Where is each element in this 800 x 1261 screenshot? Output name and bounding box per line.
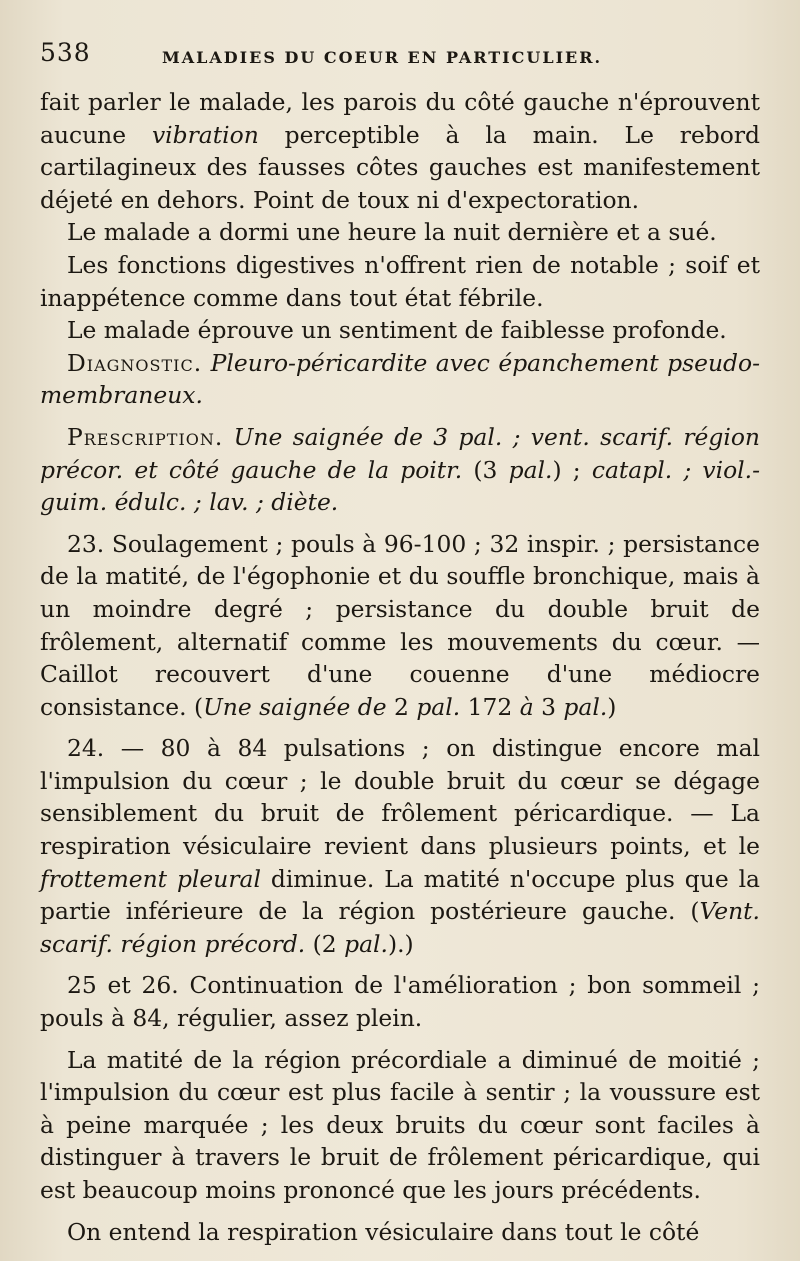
text-run: 2: [386, 692, 417, 721]
paragraph-2: Le malade a dormi une heure la nuit dernière et a sué.: [67, 218, 717, 247]
italic-run: Une saignée de: [203, 692, 387, 721]
prescription-label: Prescription.: [67, 422, 224, 451]
text-run: fait parler le malade, les parois du côté gauche n'éprouvent aucune: [40, 88, 760, 149]
italic-run: Vent. scarif. région précord.: [40, 897, 760, 958]
paragraph-10: La matité de la région précordiale a diminué de moitié ; l'impulsion du cœur est plus facile à sentir ; la voussure est à peine marquée ; les deux bruits du cœur sont faciles à distinguer à travers le bruit de frôlement péricardique, qui est beaucoup moins prononcé que les jours précédents.: [40, 1045, 760, 1204]
text-run: diminue. La matité n'occupe plus que la partie inférieure de la région postérieure gauche. (: [40, 864, 760, 926]
italic-run: pal.: [508, 455, 553, 484]
text-run: ).): [387, 929, 414, 958]
text-run: 172: [460, 692, 520, 721]
italic-run: Une saignée de 3 pal. ; vent. scarif. région précor. et côté gauche de la poitr.: [40, 422, 760, 484]
italic-run: frottement pleural: [40, 864, 261, 893]
paragraph-11: On entend la respiration vésiculaire dans tout le côté: [67, 1217, 700, 1246]
text-run: (3: [462, 455, 509, 484]
italic-run: pal.: [563, 692, 608, 721]
italic-run: pal.: [416, 692, 461, 721]
text-run: ): [607, 692, 617, 721]
page-body: [40, 86, 760, 1248]
text-run: (2: [305, 929, 345, 958]
paragraph-1: [40, 86, 760, 216]
paragraph-4: Le malade éprouve un sentiment de faiblesse profonde.: [67, 316, 727, 345]
text-run: ) ;: [552, 455, 592, 484]
paragraph-diagnostic: [40, 347, 760, 412]
italic-run: vibration: [151, 120, 259, 149]
paragraph-3: Les fonctions digestives n'offrent rien de notable ; soif et inappétence comme dans tout état fébrile.: [40, 250, 760, 312]
paragraph-day-25-26: 25 et 26. Continuation de l'amélioration ; bon sommeil ; pouls à 84, régulier, assez plein.: [40, 971, 760, 1033]
running-head: MALADIES DU COEUR EN PARTICULIER.: [162, 48, 603, 67]
page-header: [40, 38, 760, 86]
paragraph-day-24: [40, 732, 760, 960]
diagnostic-label: Diagnostic.: [67, 348, 203, 377]
text-run: 23. Soulagement ; pouls à 96-100 ; 32 inspir. ; persistance de la matité, de l'égophonie et du souffle bronchique, mais à un moindre degré ; persistance du double bruit de frôlement, alternatif comme les mouvements du cœur. — Caillot recouvert d'une couenne d'une médiocre consistance. (: [40, 529, 760, 721]
italic-run: Pleuro-péricardite avec épanchement pseudo-membraneux.: [40, 348, 760, 410]
paragraph-day-23: [40, 528, 760, 724]
italic-run: catapl. ; viol.-guim. édulc. ; lav. ; diète.: [40, 455, 760, 517]
italic-run: à: [519, 692, 534, 721]
text-run: perceptible à la main. Le rebord cartilagineux des fausses côtes gauches est manifestement déjeté en dehors. Point de toux ni d'expectoration.: [40, 120, 760, 214]
page-number: 538: [40, 38, 91, 67]
paragraph-prescription: [40, 421, 760, 519]
text-run: 24. — 80 à 84 pulsations ; on distingue encore mal l'impulsion du cœur ; le double bruit du cœur se dégage sensiblement du bruit de frôlement péricardique. — La respiration vésiculaire revient dans plusieurs points, et le: [40, 734, 760, 861]
text-run: 3: [533, 692, 564, 721]
italic-run: pal.: [344, 929, 388, 958]
